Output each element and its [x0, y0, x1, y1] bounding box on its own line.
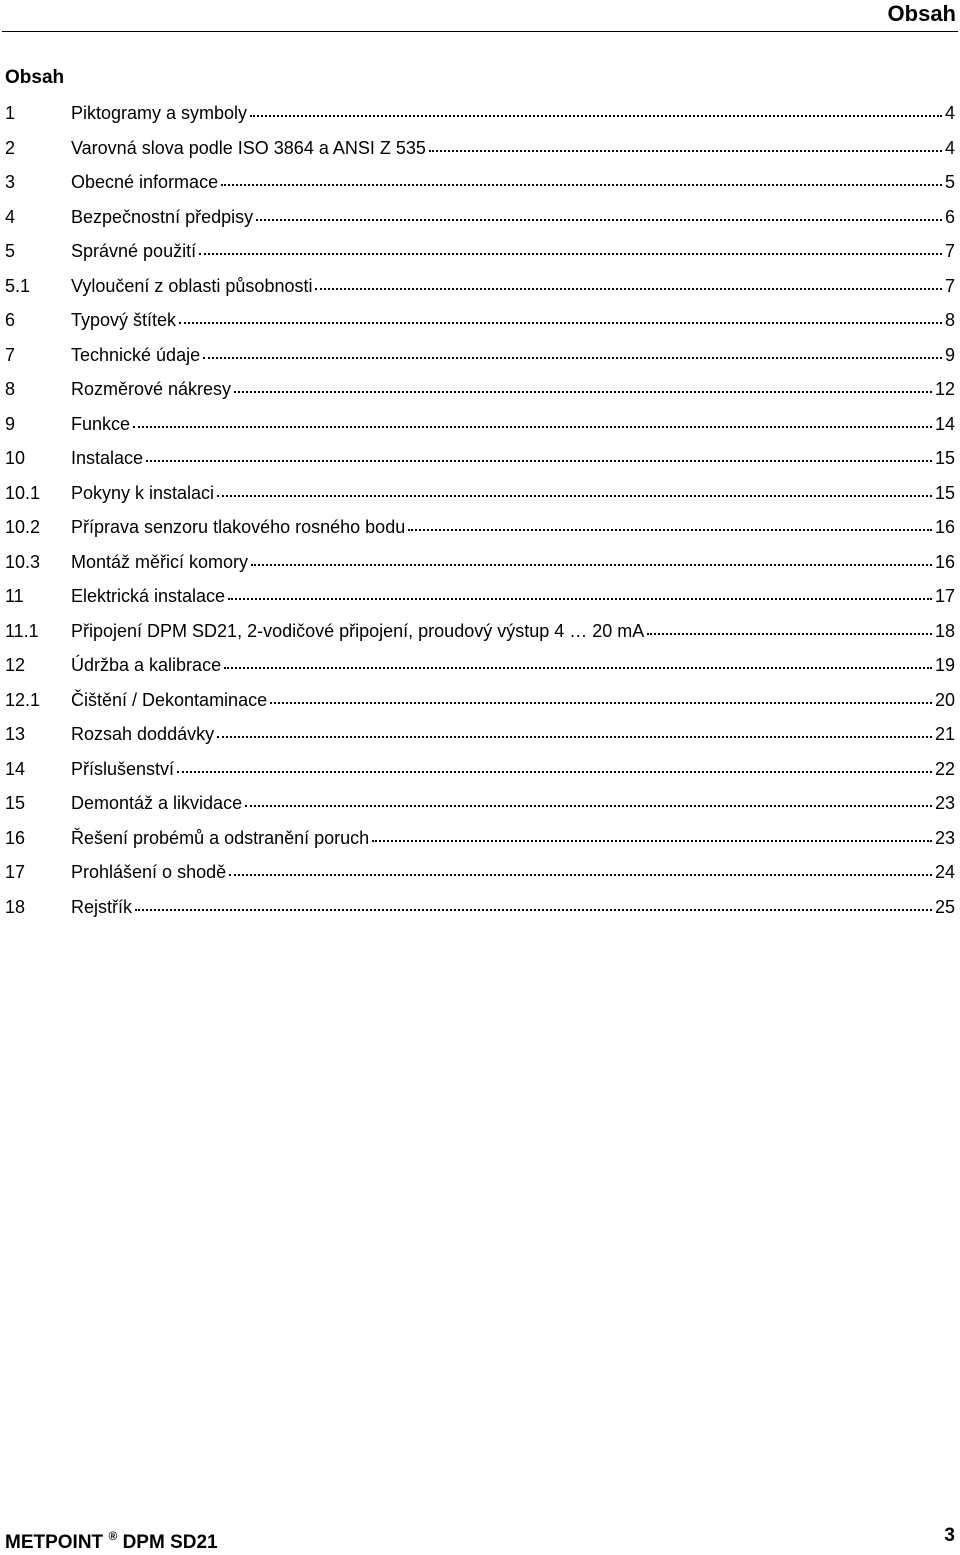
- toc-entry-page[interactable]: 20: [934, 689, 955, 710]
- toc-entry[interactable]: [5, 619, 955, 654]
- toc-entry-number: 13: [5, 724, 26, 744]
- toc-entry-number: 12: [5, 655, 26, 675]
- toc-entry-page[interactable]: 16: [934, 551, 955, 572]
- toc-entry-page[interactable]: 21: [934, 724, 955, 744]
- toc-entry-label[interactable]: Obecné informace: [71, 172, 219, 192]
- toc-entry-label[interactable]: Bezpečnostní předpisy: [71, 206, 254, 227]
- footer-product: DPM SD21: [122, 1532, 218, 1553]
- toc-entry-page[interactable]: 7: [944, 241, 955, 261]
- dot-leader: [144, 446, 934, 464]
- toc-entry-number: 10.1: [5, 482, 41, 503]
- toc-entry-page[interactable]: 15: [934, 482, 955, 503]
- toc-entry-page[interactable]: 23: [934, 793, 955, 813]
- toc-entry-page[interactable]: 9: [944, 344, 955, 365]
- dot-leader: [222, 653, 934, 671]
- dot-leader: [215, 722, 934, 740]
- toc-entry[interactable]: [5, 584, 955, 619]
- toc-entry-number: 17: [5, 862, 26, 882]
- toc-entry[interactable]: [5, 239, 955, 274]
- dot-leader: [219, 170, 944, 188]
- dot-leader: [133, 895, 934, 913]
- toc-entry-label[interactable]: Rozměrové nákresy: [71, 379, 232, 399]
- toc-entry[interactable]: [5, 791, 955, 826]
- toc-entry[interactable]: [5, 757, 955, 792]
- toc-entry-number: 10.2: [5, 517, 41, 537]
- toc-entry-page[interactable]: 16: [934, 517, 955, 537]
- toc-entry[interactable]: [5, 860, 955, 895]
- toc-entry[interactable]: [5, 688, 955, 723]
- dot-leader: [427, 136, 944, 154]
- footer-page-number: 3: [944, 1525, 955, 1546]
- toc-entry[interactable]: [5, 377, 955, 412]
- toc-entry[interactable]: [5, 826, 955, 861]
- dot-leader: [268, 688, 934, 706]
- toc-entry-label[interactable]: Čištění / Dekontaminace: [71, 689, 268, 710]
- toc-entry-label[interactable]: Varovná slova podle ISO 3864 a ANSI Z 535: [71, 137, 426, 158]
- dot-leader: [226, 584, 934, 602]
- toc-entry-label[interactable]: Připojení DPM SD21, 2-vodičové připojení, proudový výstup 4 … 20 mA: [71, 620, 645, 641]
- toc-entry[interactable]: [5, 653, 955, 688]
- footer-product-name: [5, 1524, 218, 1555]
- dot-leader: [215, 481, 934, 499]
- toc-entry-label[interactable]: Montáž měřicí komory: [71, 551, 249, 572]
- toc-entry-label[interactable]: Demontáž a likvidace: [71, 793, 243, 813]
- toc-entry[interactable]: [5, 550, 955, 585]
- toc-entry-number: 1: [5, 103, 16, 123]
- toc-entry-number: 18: [5, 896, 26, 917]
- dot-leader: [232, 377, 934, 395]
- toc-entry-page[interactable]: 24: [934, 862, 955, 882]
- toc-entry-label[interactable]: Pokyny k instalaci: [71, 482, 215, 503]
- toc-entry-label[interactable]: Údržba a kalibrace: [71, 655, 222, 675]
- dot-leader: [249, 550, 934, 568]
- toc-entry-label[interactable]: Elektrická instalace: [71, 586, 226, 606]
- toc-entry-label[interactable]: Příslušenství: [71, 758, 175, 779]
- toc-entry-page[interactable]: 15: [934, 448, 955, 468]
- toc-entry-page[interactable]: 4: [944, 103, 955, 123]
- toc-entry-number: 10: [5, 448, 26, 468]
- dot-leader: [201, 343, 944, 361]
- toc-entry-page[interactable]: 5: [944, 172, 955, 192]
- toc-entry-page[interactable]: 8: [944, 310, 955, 330]
- toc-entry-number: 2: [5, 137, 16, 158]
- dot-leader: [177, 308, 944, 326]
- dot-leader: [370, 826, 934, 844]
- toc-entry-number: 9: [5, 413, 16, 434]
- toc-entry-number: 8: [5, 379, 16, 399]
- toc-entry[interactable]: [5, 274, 955, 309]
- toc-entry[interactable]: [5, 343, 955, 378]
- toc-entry-page[interactable]: 12: [934, 379, 955, 399]
- toc-entry[interactable]: [5, 412, 955, 447]
- toc-entry[interactable]: [5, 446, 955, 481]
- toc-entry-page[interactable]: 18: [934, 620, 955, 641]
- toc-entry-label[interactable]: Funkce: [71, 413, 131, 434]
- dot-leader: [254, 205, 944, 223]
- dot-leader: [175, 757, 934, 775]
- toc-entry-page[interactable]: 6: [944, 206, 955, 227]
- toc-entry-label[interactable]: Příprava senzoru tlakového rosného bodu: [71, 517, 406, 537]
- toc-entry-number: 14: [5, 758, 26, 779]
- registered-trademark-mark: ®: [108, 1529, 118, 1543]
- toc-entry-label[interactable]: Rozsah doddávky: [71, 724, 215, 744]
- toc-entry-number: 7: [5, 344, 16, 365]
- toc-entry-number: 3: [5, 172, 16, 192]
- toc-entry-page[interactable]: 14: [934, 413, 955, 434]
- toc-entry-number: 5.1: [5, 275, 31, 296]
- toc-entry-number: 11.1: [5, 620, 39, 641]
- dot-leader: [227, 860, 934, 878]
- dot-leader: [406, 515, 934, 533]
- toc-entry-label[interactable]: Instalace: [71, 448, 144, 468]
- toc-entry[interactable]: [5, 308, 955, 343]
- toc-entry-number: 12.1: [5, 689, 41, 710]
- toc-entry-number: 6: [5, 310, 16, 330]
- toc-entry-page[interactable]: 7: [944, 275, 955, 296]
- toc-entry-page[interactable]: 25: [934, 896, 955, 917]
- toc-entry-page[interactable]: 22: [934, 758, 955, 779]
- toc-entry-label[interactable]: Typový štítek: [71, 310, 177, 330]
- dot-leader: [645, 619, 934, 637]
- toc-entry-number: 15: [5, 793, 26, 813]
- toc-entry[interactable]: [5, 515, 955, 550]
- dot-leader: [243, 791, 934, 809]
- toc-entry-label[interactable]: Vyloučení z oblasti působnosti: [71, 275, 313, 296]
- toc-entry-label[interactable]: Rejstřík: [71, 896, 133, 917]
- dot-leader: [313, 274, 944, 292]
- page-header-title: Obsah: [887, 1, 956, 26]
- table-of-contents: [5, 101, 955, 929]
- toc-entry-page[interactable]: 23: [934, 827, 955, 848]
- toc-entry-number: 11: [5, 586, 24, 606]
- toc-entry-label[interactable]: Piktogramy a symboly: [71, 103, 248, 123]
- toc-entry-label[interactable]: Řešení probémů a odstranění poruch: [71, 827, 370, 848]
- toc-heading: Obsah: [5, 67, 65, 88]
- toc-entry-page[interactable]: 4: [944, 137, 955, 158]
- toc-entry[interactable]: [5, 481, 955, 516]
- dot-leader: [131, 412, 934, 430]
- toc-entry-number: 5: [5, 241, 16, 261]
- toc-entry-label[interactable]: Správné použití: [71, 241, 197, 261]
- toc-entry[interactable]: [5, 101, 955, 136]
- header-divider: [2, 31, 958, 32]
- footer-brand: METPOINT: [5, 1532, 104, 1553]
- page-footer: [5, 1524, 955, 1555]
- toc-entry-number: 4: [5, 206, 16, 227]
- toc-entry-number: 16: [5, 827, 26, 848]
- toc-entry-label[interactable]: Technické údaje: [71, 344, 201, 365]
- dot-leader: [197, 239, 944, 257]
- toc-entry[interactable]: [5, 136, 955, 171]
- toc-entry[interactable]: [5, 170, 955, 205]
- toc-entry-number: 10.3: [5, 551, 41, 572]
- toc-entry-page[interactable]: 17: [934, 586, 955, 606]
- toc-entry[interactable]: [5, 895, 955, 930]
- toc-entry[interactable]: [5, 722, 955, 757]
- toc-entry-page[interactable]: 19: [934, 655, 955, 675]
- toc-entry-label[interactable]: Prohlášení o shodě: [71, 862, 227, 882]
- toc-entry[interactable]: [5, 205, 955, 240]
- dot-leader: [248, 101, 944, 119]
